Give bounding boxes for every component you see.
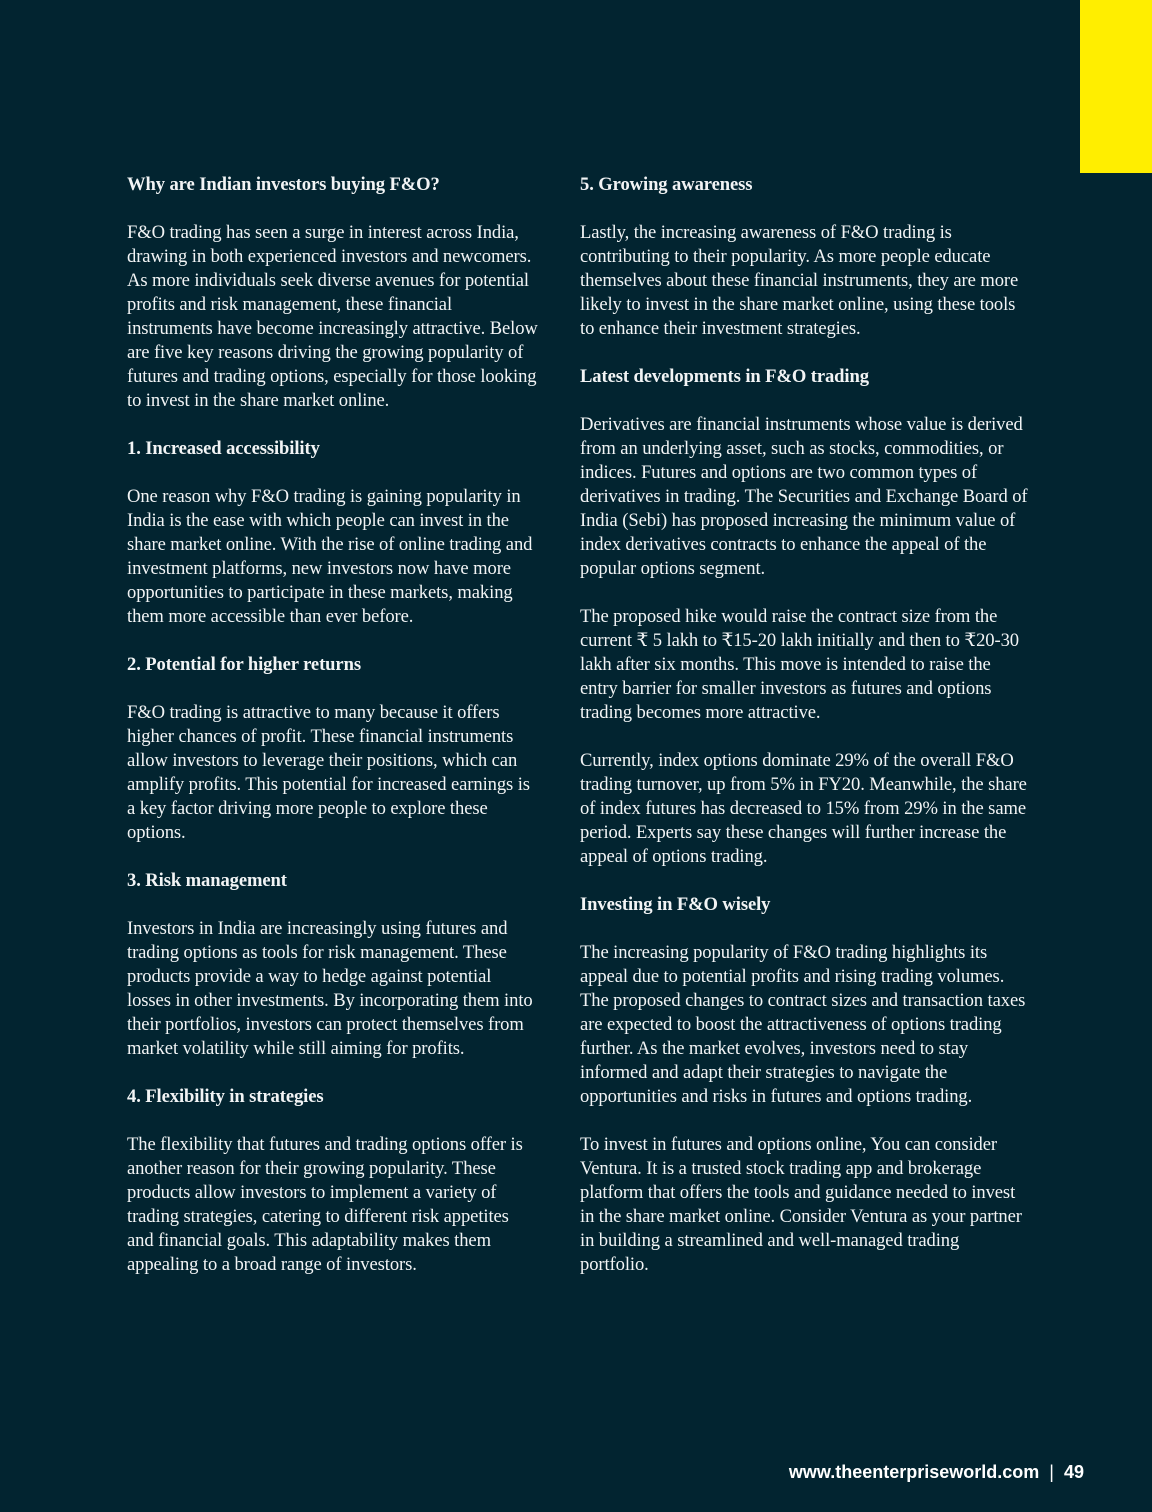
- footer-separator: |: [1049, 1462, 1054, 1482]
- section-heading: 2. Potential for higher returns: [127, 654, 361, 675]
- page-footer: [789, 1460, 1084, 1484]
- section-heading: Why are Indian investors buying F&O?: [127, 174, 440, 195]
- body-paragraph: The increasing popularity of F&O trading highlights its appeal due to potential profits and rising trading volumes. The proposed changes to contract sizes and transaction taxes are expected to boost the attractiveness of options trading further. As the market evolves, investors need to stay informed and adapt their strategies to navigate the opportunities and risks in futures and options trading.: [580, 942, 1026, 1107]
- section-heading: 5. Growing awareness: [580, 174, 753, 195]
- body-paragraph: Derivatives are financial instruments whose value is derived from an underlying asset, such as stocks, commodities, or indices. Futures and options are two common types of derivatives in trading. The Securities and Exchange Board of India (Sebi) has proposed increasing the minimum value of index derivatives contracts to enhance the appeal of the popular options segment.: [580, 414, 1028, 579]
- section-heading: Latest developments in F&O trading: [580, 366, 869, 387]
- section-heading: 4. Flexibility in strategies: [127, 1086, 324, 1107]
- left-column: [127, 173, 539, 1301]
- body-paragraph: Currently, index options dominate 29% of the overall F&O trading turnover, up from 5% in FY20. Meanwhile, the share of index futures has decreased to 15% from 29% in the same period. Experts say these changes will further increase the appeal of options trading.: [580, 750, 1027, 867]
- section-heading: 3. Risk management: [127, 870, 287, 891]
- body-paragraph: Lastly, the increasing awareness of F&O trading is contributing to their popularity. As more people educate themselves about these financial instruments, they are more likely to invest in the share market online, using these tools to enhance their investment strategies.: [580, 222, 1019, 339]
- body-paragraph: One reason why F&O trading is gaining popularity in India is the ease with which people can invest in the share market online. With the rise of online trading and investment platforms, new investors now have more opportunities to participate in these markets, making them more accessible than ever before.: [127, 486, 533, 627]
- body-paragraph: The flexibility that futures and trading options offer is another reason for their growing popularity. These products allow investors to implement a variety of trading strategies, catering to different risk appetites and financial goals. This adaptability makes them appealing to a broad range of investors.: [127, 1134, 523, 1275]
- section-heading: Investing in F&O wisely: [580, 894, 771, 915]
- body-paragraph: The proposed hike would raise the contract size from the current ₹ 5 lakh to ₹15-20 lakh initially and then to ₹20-30 lakh after six months. This move is intended to raise the entry barrier for smaller investors as futures and options trading becomes more attractive.: [580, 606, 1019, 723]
- right-column: [580, 173, 1032, 1301]
- body-paragraph: To invest in futures and options online, You can consider Ventura. It is a trusted stock trading app and brokerage platform that offers the tools and guidance needed to invest in the share market online. Consider Ventura as your partner in building a streamlined and well-managed trading portfolio.: [580, 1134, 1022, 1275]
- section-heading: 1. Increased accessibility: [127, 438, 320, 459]
- body-paragraph: F&O trading has seen a surge in interest across India, drawing in both experienced investors and newcomers. As more individuals seek diverse avenues for potential profits and risk management, these financial instruments have become increasingly attractive. Below are five key reasons driving the growing popularity of futures and trading options, especially for those looking to invest in the share market online.: [127, 222, 538, 411]
- page-number: 49: [1063, 1462, 1084, 1482]
- yellow-accent-bar: [1080, 0, 1152, 173]
- body-paragraph: F&O trading is attractive to many because it offers higher chances of profit. These financial instruments allow investors to leverage their positions, which can amplify profits. This potential for increased earnings is a key factor driving more people to explore these options.: [127, 702, 530, 843]
- website-link[interactable]: www.theenterpriseworld.com: [788, 1462, 1040, 1482]
- body-paragraph: Investors in India are increasingly using futures and trading options as tools for risk management. These products provide a way to hedge against potential losses in other investments. By incorporating them into their portfolios, investors can protect themselves from market volatility while still aiming for profits.: [127, 918, 533, 1059]
